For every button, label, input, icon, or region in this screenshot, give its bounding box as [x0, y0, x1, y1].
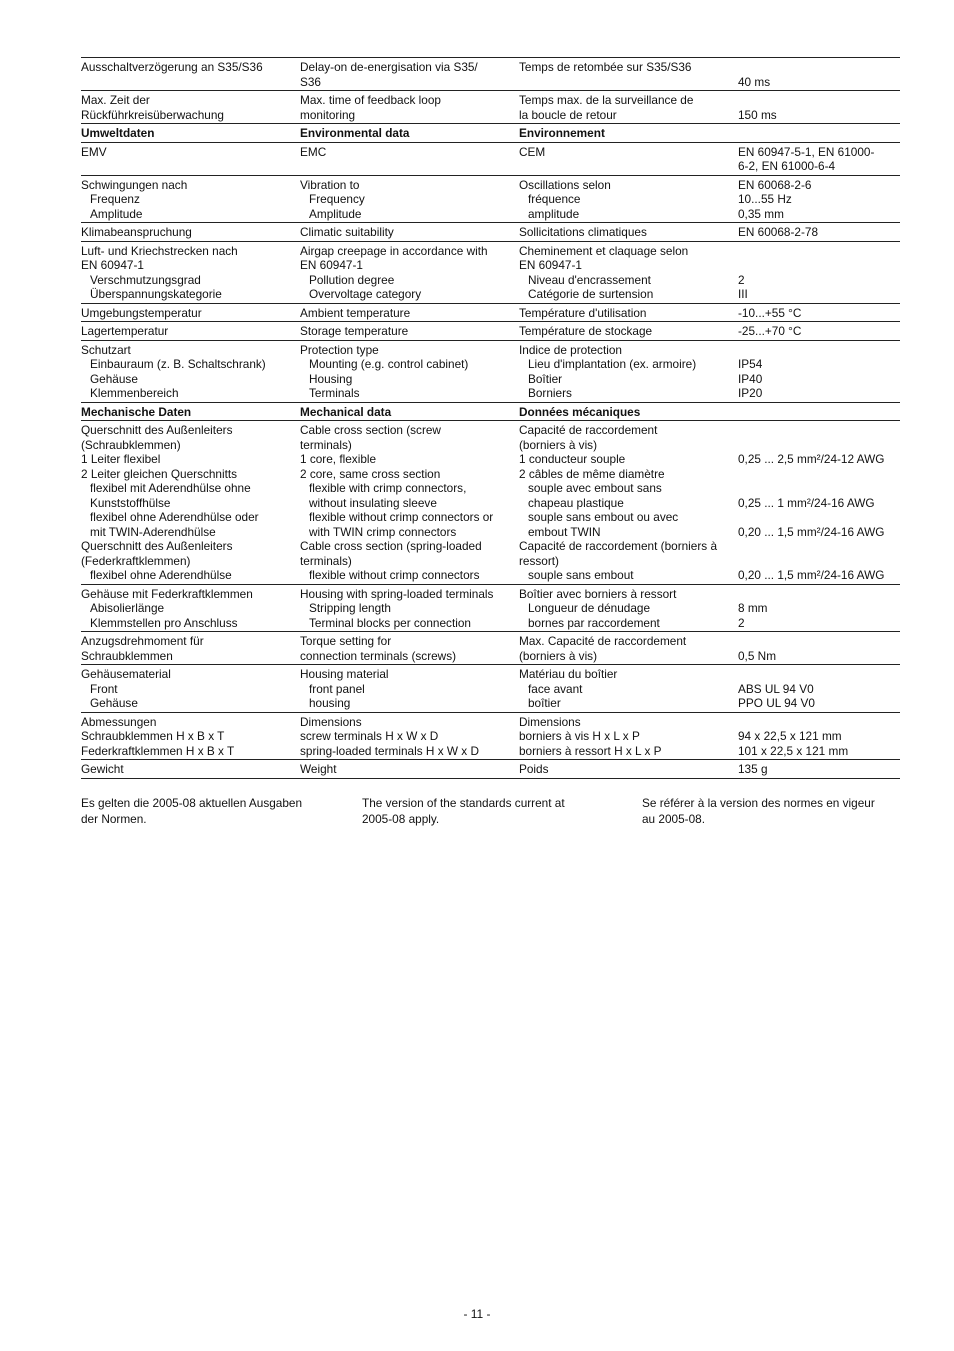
cell-line: face avant	[528, 681, 583, 696]
cell-de	[81, 584, 300, 632]
cell-line: Gehäuse	[90, 696, 138, 710]
cell-value	[738, 142, 900, 175]
cell-fr	[519, 58, 738, 91]
cell-line	[738, 587, 900, 602]
cell-line: souple avec embout sans	[528, 481, 662, 495]
cell-line: Federkraftklemmen H x B x T	[81, 743, 235, 758]
cell-line: (Schraubklemmen)	[81, 437, 181, 452]
cell-fr	[519, 223, 738, 242]
cell-line: 101 x 22,5 x 121 mm	[738, 743, 849, 758]
cell-value	[738, 584, 900, 632]
cell-en	[300, 632, 519, 665]
cell-line: Airgap creepage in accordance with	[300, 243, 488, 258]
cell-line: 8 mm	[738, 601, 768, 615]
cell-fr	[519, 142, 738, 175]
cell-line: Oscillations selon	[519, 177, 611, 192]
cell-line: Lieu d'implantation (ex. armoire)	[528, 357, 697, 371]
cell-line: Schraubklemmen H x B x T	[81, 729, 225, 743]
cell-de	[81, 760, 300, 779]
cell-line: Frequenz	[90, 192, 140, 206]
cell-line	[738, 244, 900, 259]
cell-line: Pollution degree	[309, 272, 395, 287]
cell-line: Schraubklemmen	[81, 648, 173, 663]
cell-line: Abisolierlänge	[90, 601, 165, 615]
cell-fr	[519, 303, 738, 322]
cell-line: Matériau du boîtier	[519, 667, 618, 681]
cell-line: Weight	[300, 762, 337, 776]
cell-line: EMV	[81, 144, 107, 159]
cell-line: (borniers à vis)	[519, 648, 598, 663]
cell-line: Klimabeanspruchung	[81, 225, 192, 239]
cell-line: flexible without crimp connectors	[309, 568, 480, 582]
cell-line: amplitude	[528, 206, 580, 221]
cell-line: S36	[300, 74, 321, 89]
cell-line: (borniers à vis)	[519, 437, 598, 452]
spec-row	[81, 58, 900, 91]
cell-de	[81, 712, 300, 760]
cell-line: Schutzart	[81, 342, 131, 357]
cell-line: 2 core, same cross section	[300, 466, 441, 481]
cell-de	[81, 91, 300, 124]
cell-line: flexibel mit Aderendhülse ohne	[90, 481, 251, 495]
cell-line: 1 Leiter flexibel	[81, 452, 161, 466]
cell-value	[738, 340, 900, 402]
cell-line: Storage temperature	[300, 324, 409, 338]
cell-value	[738, 760, 900, 779]
cell-fr	[519, 124, 738, 143]
cell-line: 2	[738, 272, 745, 287]
cell-en	[300, 91, 519, 124]
cell-line: Querschnitt des Außenleiters	[81, 539, 233, 553]
spec-row	[81, 584, 900, 632]
cell-line	[738, 481, 900, 496]
cell-line: Terminal blocks per connection	[309, 615, 471, 630]
cell-line: borniers à vis H x L x P	[519, 729, 640, 743]
cell-line: la boucle de retour	[519, 107, 617, 122]
cell-value	[738, 58, 900, 91]
cell-value	[738, 402, 900, 421]
cell-line: fréquence	[528, 192, 581, 206]
cell-line: Ambient temperature	[300, 305, 411, 320]
spec-row	[81, 632, 900, 665]
cell-en	[300, 241, 519, 303]
cell-line: souple sans embout	[528, 568, 634, 582]
cell-line: 2 câbles de même diamètre	[519, 466, 665, 481]
cell-line: spring-loaded terminals H x W x D	[300, 743, 479, 758]
cell-line: connection terminals (screws)	[300, 648, 457, 663]
cell-line: 40 ms	[738, 74, 771, 89]
cell-en	[300, 175, 519, 223]
cell-line: terminals)	[300, 553, 352, 568]
cell-line: Boîtier avec borniers à ressort	[519, 586, 677, 601]
cell-line: 1 core, flexible	[300, 452, 377, 466]
cell-line: Frequency	[309, 192, 365, 206]
cell-value	[738, 665, 900, 713]
cell-line: Amplitude	[90, 206, 143, 221]
cell-en	[300, 58, 519, 91]
cell-line: Longueur de dénudage	[528, 601, 651, 615]
cell-line: Lagertemperatur	[81, 324, 169, 338]
section-header-row	[81, 402, 900, 421]
cell-line: Housing with spring-loaded terminals	[300, 586, 494, 601]
cell-line: flexible with crimp connectors,	[309, 481, 467, 495]
spec-row	[81, 712, 900, 760]
cell-line: Température de stockage	[519, 324, 653, 338]
spec-row	[81, 760, 900, 779]
cell-line: 135 g	[738, 762, 768, 776]
cell-line: 6-2, EN 61000-6-4	[738, 159, 836, 173]
cell-line: Environmental data	[300, 126, 410, 140]
cell-value	[738, 421, 900, 585]
cell-de	[81, 402, 300, 421]
cell-line: with TWIN crimp connectors	[309, 524, 457, 539]
spec-row	[81, 223, 900, 242]
cell-line: Temps max. de la surveillance de	[519, 93, 694, 107]
cell-line: housing	[309, 696, 351, 710]
cell-de	[81, 303, 300, 322]
cell-de	[81, 421, 300, 585]
spec-row	[81, 91, 900, 124]
cell-line: EN 60947-1	[81, 258, 144, 272]
standards-note-line: Es gelten die 2005-08 aktuellen Ausgaben	[81, 796, 303, 810]
cell-line: Mechanical data	[300, 404, 392, 419]
cell-line: terminals)	[300, 437, 352, 452]
cell-de	[81, 241, 300, 303]
cell-de	[81, 58, 300, 91]
cell-line: Gehäuse	[90, 371, 138, 386]
cell-line: bornes par raccordement	[528, 615, 660, 630]
cell-line: 0,5 Nm	[738, 648, 777, 663]
cell-line: Max. Zeit der	[81, 93, 150, 107]
cell-value	[738, 632, 900, 665]
cell-line: III	[738, 287, 748, 301]
cell-line: Temps de retombée sur S35/S36	[519, 60, 692, 74]
cell-line: Amplitude	[309, 206, 362, 221]
cell-line: 150 ms	[738, 107, 777, 122]
cell-line: 0,35 mm	[738, 206, 784, 221]
cell-value	[738, 241, 900, 303]
cell-line: Kunststoffhülse	[90, 495, 171, 510]
cell-line: flexibel ohne Aderendhülse	[90, 568, 232, 582]
cell-line: IP54	[738, 357, 763, 371]
standards-note-line: der Normen.	[81, 812, 147, 826]
spec-row	[81, 340, 900, 402]
cell-line: chapeau plastique	[528, 495, 624, 510]
cell-line: Rückführkreisüberwachung	[81, 107, 224, 122]
cell-de	[81, 665, 300, 713]
cell-fr	[519, 712, 738, 760]
cell-line: Climatic suitability	[300, 225, 394, 239]
cell-line: Capacité de raccordement	[519, 423, 658, 437]
cell-en	[300, 223, 519, 242]
cell-line: flexible without crimp connectors or	[309, 510, 494, 524]
cell-line	[738, 667, 900, 682]
standards-note-line: 2005-08 apply.	[362, 812, 440, 826]
cell-line: Max. time of feedback loop	[300, 93, 441, 107]
cell-line: Stripping length	[309, 601, 391, 615]
cell-de	[81, 223, 300, 242]
cell-line: 94 x 22,5 x 121 mm	[738, 729, 842, 743]
page-number: - 11 -	[463, 1307, 491, 1321]
cell-line: Mechanische Daten	[81, 404, 192, 419]
cell-en	[300, 584, 519, 632]
cell-en	[300, 340, 519, 402]
cell-line: 2	[738, 615, 745, 630]
cell-line	[738, 258, 900, 273]
cell-line: PPO UL 94 V0	[738, 696, 815, 710]
cell-line: Querschnitt des Außenleiters	[81, 423, 233, 437]
cell-line: -10...+55 °C	[738, 305, 802, 320]
cell-line: Données mécaniques	[519, 404, 641, 419]
cell-line: Borniers	[528, 386, 572, 400]
cell-line: Ausschaltverzögerung an S35/S36	[81, 60, 263, 74]
cell-line: Abmessungen	[81, 714, 157, 729]
cell-line: Boîtier	[528, 371, 563, 386]
cell-line: EN 60947-1	[519, 258, 582, 272]
cell-line: Verschmutzungsgrad	[90, 272, 201, 287]
cell-fr	[519, 175, 738, 223]
cell-line: CEM	[519, 144, 546, 159]
cell-fr	[519, 632, 738, 665]
cell-line: Housing material	[300, 667, 389, 681]
cell-line: souple sans embout ou avec	[528, 510, 679, 524]
cell-fr	[519, 421, 738, 585]
cell-value	[738, 322, 900, 341]
cell-fr	[519, 241, 738, 303]
cell-line	[738, 423, 900, 438]
cell-line	[738, 60, 900, 75]
cell-line: Umgebungstemperatur	[81, 305, 202, 320]
cell-line	[738, 539, 900, 554]
cell-line: EN 60068-2-78	[738, 225, 819, 239]
cell-line: ABS UL 94 V0	[738, 681, 814, 696]
cell-line: IP20	[738, 386, 763, 400]
cell-en	[300, 142, 519, 175]
cell-line: Catégorie de surtension	[528, 287, 654, 301]
cell-line	[738, 715, 900, 730]
cell-line: Gehäuse mit Federkraftklemmen	[81, 586, 253, 601]
cell-value	[738, 91, 900, 124]
cell-line: without insulating sleeve	[309, 495, 437, 510]
cell-de	[81, 340, 300, 402]
cell-fr	[519, 91, 738, 124]
cell-line: Poids	[519, 762, 549, 776]
spec-row	[81, 421, 900, 585]
cell-fr	[519, 665, 738, 713]
spec-row	[81, 241, 900, 303]
cell-line: Umweltdaten	[81, 126, 155, 140]
cell-line: Klemmenbereich	[90, 386, 179, 400]
cell-line: Température d'utilisation	[519, 305, 647, 320]
cell-line: Vibration to	[300, 177, 360, 192]
cell-de	[81, 142, 300, 175]
cell-line	[738, 554, 900, 569]
cell-line: Cheminement et claquage selon	[519, 243, 689, 258]
cell-line: Capacité de raccordement (borniers à	[519, 539, 718, 553]
spec-row	[81, 142, 900, 175]
cell-line	[738, 93, 900, 108]
cell-line: (Federkraftklemmen)	[81, 553, 191, 568]
cell-line: Luft- und Kriechstrecken nach	[81, 243, 238, 258]
cell-value	[738, 124, 900, 143]
cell-line: ressort)	[519, 553, 559, 568]
cell-line: Delay-on de-energisation via S35/	[300, 60, 478, 74]
cell-line: Sollicitations climatiques	[519, 225, 647, 239]
technical-data-table	[81, 57, 900, 779]
spec-row	[81, 322, 900, 341]
cell-line	[738, 510, 900, 525]
cell-line: -25...+70 °C	[738, 324, 802, 338]
cell-en	[300, 665, 519, 713]
cell-line: Housing	[309, 371, 353, 386]
cell-line	[738, 467, 900, 482]
cell-line: Environnement	[519, 126, 605, 140]
cell-value	[738, 712, 900, 760]
cell-line: Einbauraum (z. B. Schaltschrank)	[90, 357, 266, 371]
cell-line: Gehäusematerial	[81, 667, 171, 681]
cell-line: Anzugsdrehmoment für	[81, 634, 204, 648]
cell-value	[738, 303, 900, 322]
cell-line: embout TWIN	[528, 524, 601, 539]
cell-line: Mounting (e.g. control cabinet)	[309, 357, 469, 371]
cell-line: EMC	[300, 144, 327, 159]
cell-de	[81, 124, 300, 143]
cell-line: IP40	[738, 371, 763, 386]
cell-line: flexibel ohne Aderendhülse oder	[90, 510, 259, 524]
cell-en	[300, 421, 519, 585]
cell-line: Torque setting for	[300, 634, 392, 648]
cell-line: Cable cross section (spring-loaded	[300, 539, 482, 553]
cell-de	[81, 632, 300, 665]
cell-fr	[519, 402, 738, 421]
spec-row	[81, 175, 900, 223]
cell-line: EN 60947-1	[300, 258, 363, 272]
cell-value	[738, 223, 900, 242]
cell-line: Niveau d'encrassement	[528, 272, 651, 287]
cell-line: Überspannungskategorie	[90, 287, 222, 301]
cell-fr	[519, 760, 738, 779]
cell-line: monitoring	[300, 107, 356, 122]
standards-note-line: au 2005-08.	[642, 812, 705, 826]
cell-line: Gewicht	[81, 762, 124, 776]
cell-de	[81, 175, 300, 223]
cell-line: 0,25 ... 1 mm²/24-16 AWG	[738, 495, 875, 510]
cell-en	[300, 712, 519, 760]
cell-line: boîtier	[528, 696, 561, 710]
cell-line	[738, 343, 900, 358]
cell-line: Dimensions	[519, 714, 581, 729]
cell-line: Terminals	[309, 386, 360, 400]
cell-line: Klemmstellen pro Anschluss	[90, 615, 238, 630]
cell-fr	[519, 340, 738, 402]
cell-fr	[519, 322, 738, 341]
standards-note-line: Se référer à la version des normes en vigeur	[642, 796, 875, 810]
cell-line: Front	[90, 681, 118, 696]
cell-en	[300, 303, 519, 322]
cell-line: screw terminals H x W x D	[300, 729, 439, 743]
cell-en	[300, 124, 519, 143]
cell-line: EN 60068-2-6	[738, 177, 812, 192]
cell-line: 1 conducteur souple	[519, 452, 626, 466]
cell-line: borniers à ressort H x L x P	[519, 743, 662, 758]
cell-line: mit TWIN-Aderendhülse	[90, 524, 216, 539]
spec-row	[81, 303, 900, 322]
spec-row	[81, 665, 900, 713]
cell-line: Max. Capacité de raccordement	[519, 634, 687, 648]
cell-line: Overvoltage category	[309, 287, 422, 301]
standards-note-line: The version of the standards current at	[362, 796, 565, 810]
cell-en	[300, 322, 519, 341]
cell-en	[300, 402, 519, 421]
cell-line: Indice de protection	[519, 342, 622, 357]
technical-data-body	[81, 58, 900, 779]
cell-line: 0,25 ... 2,5 mm²/24-12 AWG	[738, 452, 885, 466]
cell-line	[738, 634, 900, 649]
section-header-row	[81, 124, 900, 143]
cell-line: EN 60947-5-1, EN 61000-	[738, 144, 875, 159]
cell-line: 0,20 ... 1,5 mm²/24-16 AWG	[738, 524, 885, 539]
cell-line: Dimensions	[300, 714, 362, 729]
cell-line: 2 Leiter gleichen Querschnitts	[81, 466, 238, 481]
standards-note-de	[81, 795, 341, 827]
cell-line: 10...55 Hz	[738, 192, 792, 206]
standards-note-en	[362, 795, 622, 827]
cell-de	[81, 322, 300, 341]
cell-line: Schwingungen nach	[81, 177, 188, 192]
cell-en	[300, 760, 519, 779]
standards-note-fr	[642, 795, 902, 827]
cell-line	[738, 438, 900, 453]
cell-line: Cable cross section (screw	[300, 423, 441, 437]
cell-fr	[519, 584, 738, 632]
cell-line: 0,20 ... 1,5 mm²/24-16 AWG	[738, 568, 885, 582]
cell-line: front panel	[309, 681, 365, 696]
cell-line: Protection type	[300, 342, 379, 357]
cell-value	[738, 175, 900, 223]
